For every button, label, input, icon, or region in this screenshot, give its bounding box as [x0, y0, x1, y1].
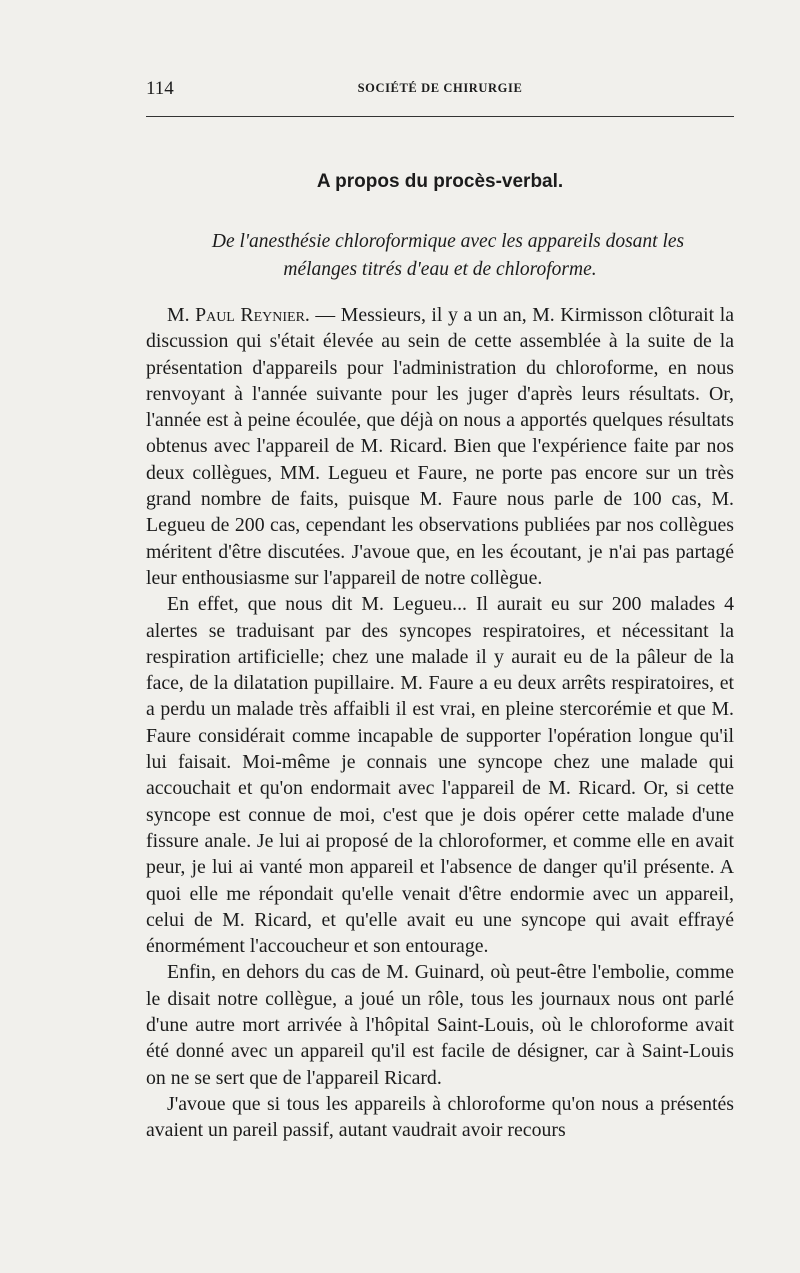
article-title: A propos du procès-verbal.: [316, 171, 564, 192]
paragraph-4: J'avoue que si tous les appareils à chloroforme qu'on nous a présentés avaient un pareil passif, autant vaudrait avoir recours: [146, 1092, 734, 1142]
speaker-name: M. Paul Reynier.: [167, 304, 310, 326]
header-rule: [146, 116, 734, 117]
subtitle-line-1: De l'anesthésie chloroformique avec les appareils dosant les: [211, 231, 685, 252]
paragraph-2: En effet, que nous dit M. Legueu... Il aurait eu sur 200 malades 4 alertes se traduisant par des syncopes respiratoires, et nécessitant la respiration artificielle; chez une malade il y aurait eu de la pâleur de la face, de la dilatation pupillaire. M. Faure a eu deux arrêts respiratoires, et a perdu un malade très affaibli il est vrai, en pleine stercorémie et que M. Faure considérait comme incapable de supporter l'opération longue qu'il lui faisait. Moi-même je connais une syncope chez une malade qui accouchait et qu'on endormait avec l'appareil de M. Ricard. Or, si cette syncope est connue de moi, c'est que je dois opérer cette malade d'une fissure anale. Je lui ai proposé de la chloroformer, et comme elle en avait peur, je lui ai vanté mon appareil et l'absence de danger qu'il présente. A quoi elle me répondait qu'elle venait d'être endormie avec un appareil, celui de M. Ricard, et qu'elle avait eu une syncope qui avait effrayé énormément l'accoucheur et son entourage.: [146, 593, 734, 958]
subtitle-line-2: mélanges titrés d'eau et de chloroforme.: [283, 259, 597, 280]
article-body: [146, 302, 734, 1144]
article-subtitle: [146, 228, 734, 284]
paragraph-1: [146, 302, 734, 591]
paragraph-1-text: — Messieurs, il y a un an, M. Kirmisson clôturait la discussion qui s'était élevée au sein de cette assemblée à la suite de la présentation d'appareils pour l'administration du chloroforme, en nous renvoyant à l'année suivante pour les juger d'après leurs résultats. Or, l'année est à peine écoulée, que déjà on nous a apportés quelques résultats obtenus avec l'appareil de M. Ricard. Bien que l'expérience faite par nos deux collègues, MM. Legueu et Faure, ne porte pas encore sur un très grand nombre de faits, puisque M. Faure nous parle de 100 cas, M. Legueu de 200 cas, cependant les observations publiées par nos collègues méritent d'être discutées. J'avoue que, en les écoutant, je n'ai pas partagé leur enthousiasme sur l'appareil de notre collègue.: [146, 304, 734, 589]
paragraph-3: Enfin, en dehors du cas de M. Guinard, où peut-être l'embolie, comme le disait notre collègue, a joué un rôle, tous les journaux nous ont parlé d'une autre mort arrivée à l'hôpital Saint-Louis, où le chloroforme avait été donné avec un appareil qu'il est facile de désigner, car à Saint-Louis on ne se sert que de l'appareil Ricard.: [146, 961, 734, 1089]
running-head: [146, 78, 734, 100]
page-number: 114: [146, 78, 174, 99]
running-title: SOCIÉTÉ DE CHIRURGIE: [357, 81, 523, 95]
